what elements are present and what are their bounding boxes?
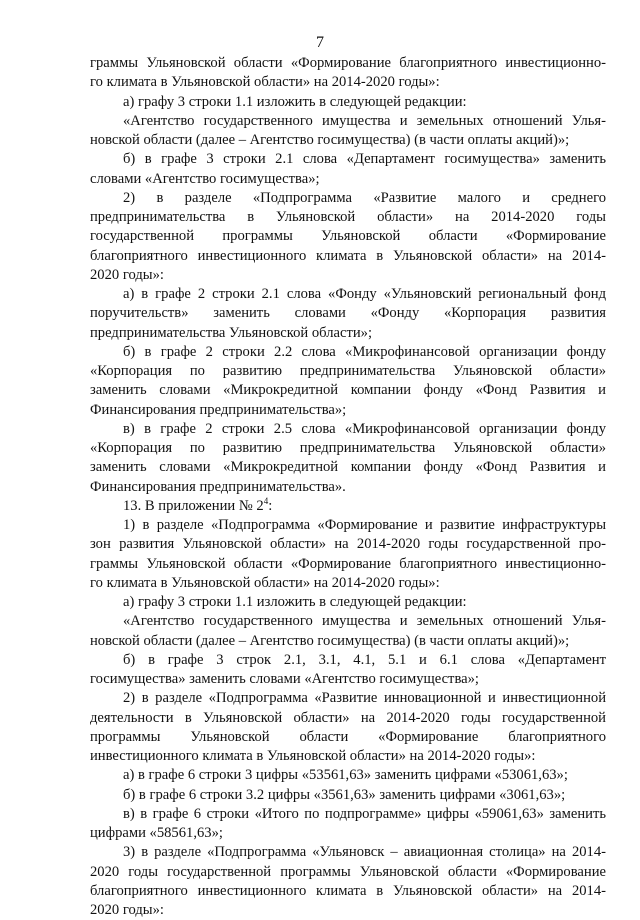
- text-line: [123, 343, 606, 362]
- line-text: заменить словами «Микрокредитной компании фонду «Фонд Развития и: [90, 459, 606, 476]
- line-text: цифрами «58561,63»;: [90, 825, 223, 841]
- text-line: [90, 73, 606, 92]
- line-text: словами «Агентство госимущества»;: [90, 170, 320, 187]
- text-line: [90, 362, 606, 381]
- text-line: [123, 786, 606, 805]
- line-text: а) в графе 2 строки 2.1 слова «Фонду «Ульяновский региональный фонд: [123, 286, 606, 302]
- line-text: 2020 годы»:: [90, 266, 164, 283]
- text-line: [123, 612, 606, 631]
- text-line: [90, 574, 606, 593]
- line-text: б) в графе 3 строк 2.1, 3.1, 4.1, 5.1 и 6.1 слова «Департамент: [123, 651, 606, 668]
- line-text: 2) в разделе «Подпрограмма «Развитие малого и среднего: [123, 189, 606, 206]
- text-line: [90, 670, 606, 689]
- text-line: [123, 93, 606, 112]
- text-line: [90, 709, 606, 728]
- text-line: [90, 170, 606, 189]
- line-text: Финансирования предпринимательства».: [90, 478, 346, 495]
- text-line: [123, 497, 606, 516]
- text-line: [123, 843, 606, 862]
- line-text: 3) в разделе «Подпрограмма «Ульяновск – авиационная столица» на 2014-: [123, 844, 606, 861]
- text-line: [90, 863, 606, 882]
- text-line: [123, 805, 606, 824]
- line-text: предпринимательства Ульяновской области»;: [90, 324, 373, 341]
- line-text: граммы Ульяновской области «Формирование благоприятного инвестиционно-: [90, 555, 606, 572]
- superscript: 4: [263, 495, 269, 506]
- line-text: 2) в разделе «Подпрограмма «Развитие инновационной и инвестиционной: [123, 690, 606, 707]
- text-line: [123, 150, 606, 169]
- line-text: 1) в разделе «Подпрограмма «Формирование и развитие инфраструктуры: [123, 517, 606, 533]
- line-text: Финансирования предпринимательства»;: [90, 401, 347, 418]
- line-text: го климата в Ульяновской области» на 2014-2020 годы»:: [90, 574, 440, 591]
- line-text: в) в графе 2 строки 2.5 слова «Микрофинансовой организации фонду: [123, 420, 606, 437]
- text-line: [90, 882, 606, 901]
- line-text: инвестиционного климата в Ульяновской области» на 2014-2020 годы»:: [90, 748, 536, 764]
- line-text: новской области (далее – Агентство госимущества) (в части оплаты акций)»;: [90, 632, 570, 649]
- text-line: [90, 227, 606, 246]
- text-line: [123, 651, 606, 670]
- line-text: б) в графе 2 строки 2.2 слова «Микрофинансовой организации фонду: [123, 343, 606, 360]
- line-text: госимущества» заменить словами «Агентство госимущества»;: [90, 671, 479, 687]
- text-line: [90, 324, 606, 343]
- page-number: 7: [316, 34, 324, 51]
- line-text: б) в графе 3 строки 2.1 слова «Департамент госимущества» заменить: [123, 151, 606, 168]
- line-text: 13. В приложении № 2: [123, 497, 264, 514]
- text-line: [123, 593, 606, 612]
- line-text: заменить словами «Микрокредитной компании фонду «Фонд Развития и: [90, 382, 606, 399]
- text-line: [90, 304, 606, 323]
- text-line: [90, 439, 606, 458]
- line-text: «Корпорация по развитию предпринимательства Ульяновской области»: [90, 363, 606, 379]
- text-line: [90, 131, 606, 150]
- line-text: предпринимательства в Ульяновской области» на 2014-2020 годы: [90, 209, 606, 225]
- text-line: [90, 381, 606, 400]
- text-line: [90, 401, 606, 420]
- line-text: зон развития Ульяновской области» на 2014-2020 годы государственной про-: [90, 536, 606, 553]
- text-line: [90, 555, 606, 574]
- line-text: а) графу 3 строки 1.1 изложить в следующей редакции:: [123, 594, 467, 610]
- line-text: благоприятного инвестиционного климата в Ульяновской области» на 2014-: [90, 247, 606, 264]
- line-text: граммы Ульяновской области «Формирование благоприятного инвестиционно-: [90, 55, 606, 71]
- text-line: [90, 747, 606, 766]
- line-text: «Корпорация по развитию предпринимательства Ульяновской области»: [90, 440, 606, 456]
- text-line: [123, 189, 606, 208]
- line-text: а) графу 3 строки 1.1 изложить в следующей редакции:: [123, 93, 467, 110]
- text-line: [90, 728, 606, 747]
- line-text: поручительств» заменить словами «Фонду «Корпорация развития: [90, 305, 606, 322]
- line-text: 2020 годы государственной программы Ульяновской области «Формирование: [90, 863, 606, 880]
- text-line: [123, 516, 606, 535]
- text-line: [90, 901, 606, 920]
- line-text: а) в графе 6 строки 3 цифры «53561,63» заменить цифрами «53061,63»;: [123, 767, 568, 784]
- text-line: [90, 208, 606, 227]
- text-line: [90, 535, 606, 554]
- line-text: программы Ульяновской области «Формирование благоприятного: [90, 728, 606, 745]
- line-text: «Агентство государственного имущества и земельных отношений Улья-: [123, 613, 606, 630]
- text-line: [123, 285, 606, 304]
- line-text: деятельности в Ульяновской области» на 2014-2020 годы государственной: [90, 709, 606, 726]
- text-line: [123, 112, 606, 131]
- line-text: «Агентство государственного имущества и земельных отношений Улья-: [123, 112, 606, 129]
- text-line: [123, 689, 606, 708]
- line-text: благоприятного инвестиционного климата в Ульяновской области» на 2014-: [90, 882, 606, 899]
- line-text: го климата в Ульяновской области» на 2014-2020 годы»:: [90, 74, 440, 91]
- text-line: [123, 766, 606, 785]
- text-line: [90, 824, 606, 843]
- text-line: [90, 458, 606, 477]
- line-text: государственной программы Ульяновской области «Формирование: [90, 228, 606, 245]
- text-line: [123, 420, 606, 439]
- text-line: [90, 266, 606, 285]
- text-line: [90, 54, 606, 73]
- line-text: б) в графе 6 строки 3.2 цифры «3561,63» заменить цифрами «3061,63»;: [123, 786, 566, 803]
- text-line: [90, 632, 606, 651]
- line-text-suffix: :: [268, 497, 273, 514]
- line-text: новской области (далее – Агентство госимущества) (в части оплаты акций)»;: [90, 132, 570, 148]
- line-text: в) в графе 6 строки «Итого по подпрограмме» цифры «59061,63» заменить: [123, 805, 606, 822]
- text-line: [90, 247, 606, 266]
- line-text: 2020 годы»:: [90, 902, 164, 918]
- text-line: [90, 478, 606, 497]
